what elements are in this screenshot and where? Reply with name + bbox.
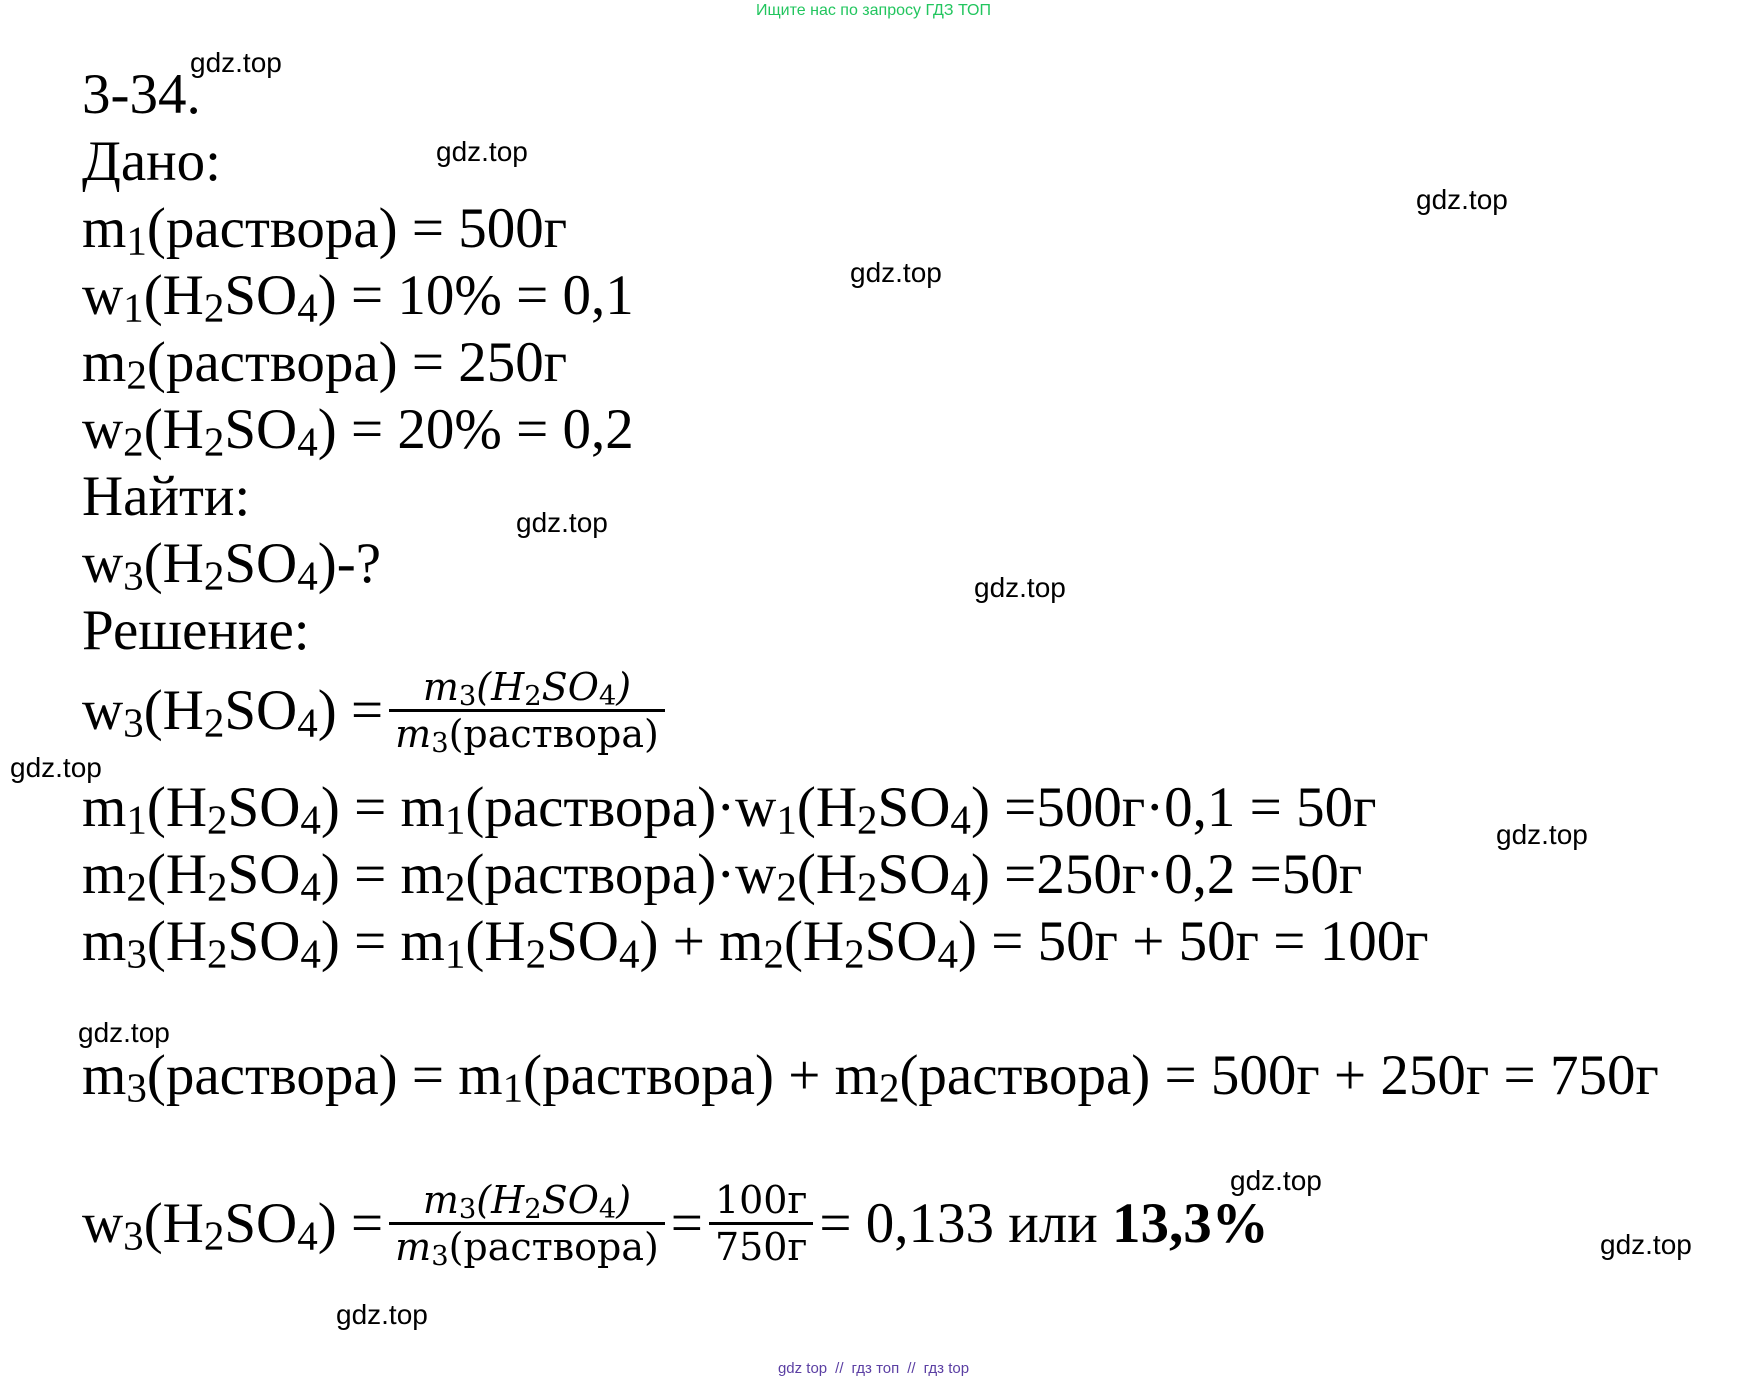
watermark: gdz.top (436, 136, 528, 167)
given-line-3: $m_2(раствора) = 250г$ (82, 331, 568, 398)
problem-number: 3-34. (82, 63, 201, 126)
given-line-2: $w_1(H_2SO_4) = 10\% = 0,1$ (82, 264, 634, 331)
calc-line-4: $m_3(раствора)$ = $m_1(раствора)$ + $m_2(раствора) = 500г + 250г = 750г$ (82, 1044, 1659, 1111)
fraction-values: $\frac{100г}{750г}$ (709, 1178, 813, 1269)
formula-final: $w_3(H_2SO_4)$ = $\frac{m_3(H_2SO_4)}{m_3(раствора)}$ = $\frac{100г}{750г}$ = 0,133 или 13,3% (82, 1178, 1269, 1272)
top-banner: Ищите нас по запросу ГДЗ ТОП (756, 2, 991, 19)
find-line: $w_3(H_2SO_4)-$? (82, 532, 382, 599)
final-result: = 0,133 или 13,3% (819, 1192, 1269, 1255)
given-line-1: $m_1(раствора) = 500г$ (82, 197, 568, 264)
watermark: gdz.top (1496, 819, 1588, 850)
watermark: gdz.top (1600, 1229, 1692, 1260)
watermark: gdz.top (1230, 1165, 1322, 1196)
watermark: gdz.top (78, 1017, 170, 1048)
given-heading: Дано: (82, 130, 222, 193)
watermark: gdz.top (850, 257, 942, 288)
find-heading: Найти: (82, 465, 251, 528)
fraction: $\frac{m_3(H_2SO_4)}{m_3(раствора)}$ (389, 665, 665, 756)
formula-general: $w_3(H_2SO_4)$ = $\frac{m_3(H_2SO_4)}{m_3(раствора)}$ (82, 665, 671, 756)
watermark: gdz.top (336, 1299, 428, 1330)
watermark: gdz.top (974, 572, 1066, 603)
watermark: gdz.top (10, 752, 102, 783)
bottom-banner: gdz top // гдз топ // гдз top (777, 1360, 970, 1377)
watermark: gdz.top (516, 507, 608, 538)
watermark: gdz.top (190, 47, 282, 78)
solution-heading: Решение: (82, 599, 310, 662)
fraction: $\frac{m_3(H_2SO_4)}{m_3(раствора)}$ (389, 1178, 665, 1269)
given-line-4: $w_2(H_2SO_4) = 20\% = 0,2$ (82, 398, 634, 465)
watermark: gdz.top (1416, 184, 1508, 215)
calc-line-2: $m_2(H_2SO_4)$ = $m_2(раствора)\cdot w_2(H_2SO_4) =250г\cdot 0,2 =50г$ (82, 843, 1363, 910)
calc-line-1: $m_1(H_2SO_4)$ = $m_1(раствора)\cdot w_1(H_2SO_4) =500г\cdot 0,1 = 50г$ (82, 776, 1377, 843)
calc-line-3: $m_3(H_2SO_4) = m_1(H_2SO_4) + m_2(H_2SO_4) = 50г + 50г = 100г$ (82, 910, 1429, 977)
